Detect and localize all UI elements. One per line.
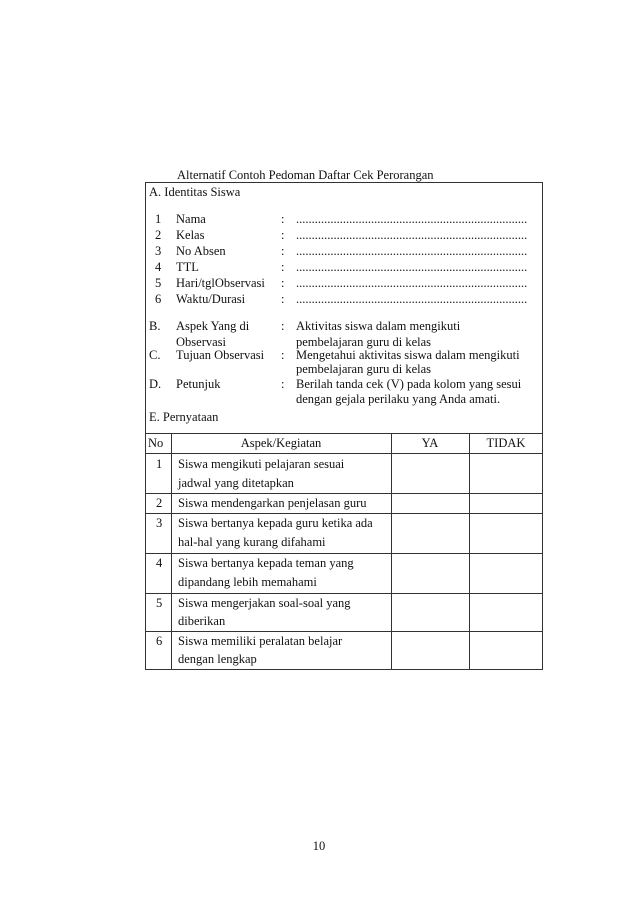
row-no: 6: [156, 634, 163, 648]
detail-label: Observasi: [176, 335, 226, 349]
column-header-aspect: Aspek/Kegiatan: [240, 436, 322, 450]
identity-no: 2: [155, 228, 162, 242]
identity-no: 1: [155, 212, 162, 226]
identity-label: TTL: [176, 260, 199, 274]
row-aspect: Siswa mengikuti pelajaran sesuai: [178, 457, 345, 471]
identity-blank: ..........................................................................: [296, 292, 528, 306]
table-border: [145, 593, 543, 594]
identity-blank: ..........................................................................: [296, 260, 528, 274]
identity-blank: ..........................................................................: [296, 228, 528, 242]
column-header-no: No: [148, 436, 164, 450]
detail-value: dengan gejala perilaku yang Anda amati.: [296, 392, 501, 406]
detail-colon: :: [281, 348, 285, 362]
identity-label: Waktu/Durasi: [176, 292, 246, 306]
detail-value: Aktivitas siswa dalam mengikuti: [296, 319, 461, 333]
identity-label: Hari/tglObservasi: [176, 276, 265, 290]
identity-colon: :: [281, 292, 285, 306]
detail-label: Tujuan Observasi: [176, 348, 265, 362]
row-aspect: Siswa bertanya kepada guru ketika ada: [178, 516, 373, 530]
row-aspect: Siswa mendengarkan penjelasan guru: [178, 496, 367, 510]
detail-key: D.: [149, 377, 162, 391]
detail-colon: :: [281, 377, 285, 391]
row-no: 5: [156, 596, 163, 610]
row-aspect: diberikan: [178, 614, 226, 628]
identity-colon: :: [281, 260, 285, 274]
identity-no: 3: [155, 244, 162, 258]
detail-value: pembelajaran guru di kelas: [296, 362, 432, 376]
table-border: [469, 433, 470, 670]
row-no: 1: [156, 457, 163, 471]
identity-colon: :: [281, 244, 285, 258]
identity-colon: :: [281, 212, 285, 226]
row-no: 3: [156, 516, 163, 530]
column-header-tidak: TIDAK: [486, 436, 526, 450]
detail-key: B.: [149, 319, 161, 333]
column-header-ya: YA: [421, 436, 439, 450]
row-aspect: Siswa bertanya kepada teman yang: [178, 556, 354, 570]
identity-no: 6: [155, 292, 162, 306]
detail-key: C.: [149, 348, 161, 362]
detail-label: Petunjuk: [176, 377, 221, 391]
identity-label: Nama: [176, 212, 206, 226]
table-border: [145, 493, 543, 494]
detail-value: Berilah tanda cek (V) pada kolom yang sesui: [296, 377, 522, 391]
detail-label: Aspek Yang di: [176, 319, 250, 333]
row-no: 2: [156, 496, 163, 510]
row-aspect: dengan lengkap: [178, 652, 257, 666]
row-aspect: jadwal yang ditetapkan: [178, 476, 294, 490]
detail-value: pembelajaran guru di kelas: [296, 335, 432, 349]
table-border: [145, 453, 543, 454]
identity-colon: :: [281, 228, 285, 242]
table-border: [391, 433, 392, 670]
row-aspect: Siswa memiliki peralatan belajar: [178, 634, 343, 648]
section-a-heading: A. Identitas Siswa: [149, 185, 241, 199]
row-aspect: dipandang lebih memahami: [178, 575, 317, 589]
identity-no: 4: [155, 260, 162, 274]
identity-colon: :: [281, 276, 285, 290]
row-no: 4: [156, 556, 163, 570]
identity-label: No Absen: [176, 244, 226, 258]
section-e-heading: E. Pernyataan: [149, 410, 219, 424]
table-border: [145, 553, 543, 554]
table-border: [171, 433, 172, 670]
table-border: [145, 631, 543, 632]
table-border: [145, 433, 543, 434]
detail-value: Mengetahui aktivitas siswa dalam mengikuti: [296, 348, 520, 362]
identity-blank: ..........................................................................: [296, 276, 528, 290]
document-title: Alternatif Contoh Pedoman Daftar Cek Perorangan: [177, 168, 434, 182]
page-number: 10: [312, 839, 326, 853]
identity-blank: ..........................................................................: [296, 212, 528, 226]
identity-label: Kelas: [176, 228, 205, 242]
identity-blank: ..........................................................................: [296, 244, 528, 258]
row-aspect: Siswa mengerjakan soal-soal yang: [178, 596, 351, 610]
row-aspect: hal-hal yang kurang difahami: [178, 535, 326, 549]
detail-colon: :: [281, 319, 285, 333]
table-border: [145, 513, 543, 514]
identity-no: 5: [155, 276, 162, 290]
